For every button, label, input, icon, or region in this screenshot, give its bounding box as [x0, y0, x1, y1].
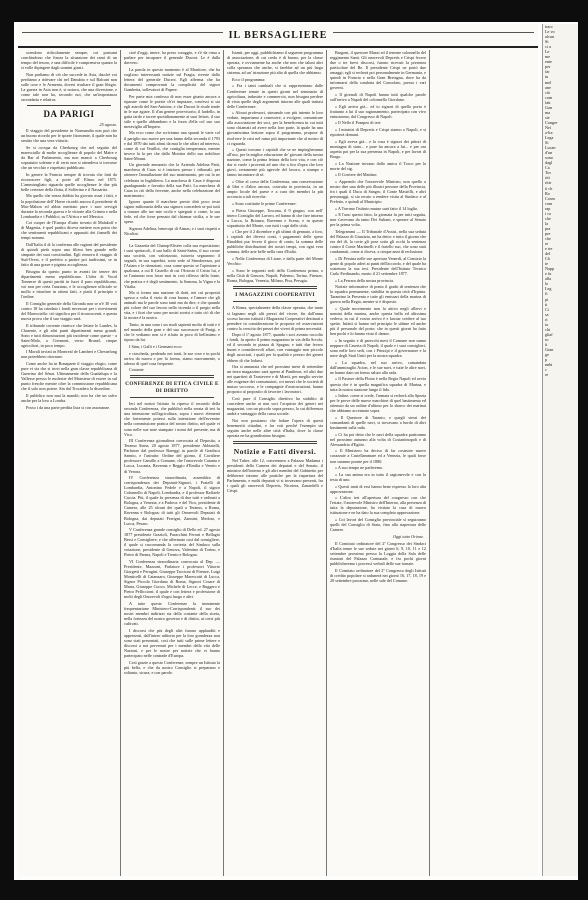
side-strip-line: Ch [545, 256, 550, 262]
header-rule-right [318, 32, 534, 33]
paragraph: » I ministri di Depretis e Crispi stanno a Napoli, e si riporterà domani. [330, 127, 426, 138]
side-strip-line: com [545, 94, 553, 100]
side-strip-line: Si [545, 140, 549, 146]
paragraph: In genere la Francia sempre di trovata che fatti da riconoscere figli, a porte all' Eliseo nel 1875. L'ammiragliato riguarda quelle accoglienze le due più belle certezze della flotta, il Solferino e il Nassarita. [21, 171, 117, 192]
adjacent-page-strip [542, 24, 578, 876]
paragraph: Noi non possiamo che lodare l'opera di questi benemeriti cittadini, e far voti perché l'esempio sia seguito anche nelle altre città d'Italia, dove la classe operaia ne ha grandissimo bisogno. [227, 417, 323, 438]
side-strip-line: del [545, 251, 551, 257]
side-strip-line: sa [545, 311, 549, 317]
paragraph: Tanto, in una sono i un studi sapienti molto di tutti e è nel mondo della gran e del suo successore di Parigi, e che le vediamo non si è rifatto in poco di bellissimo e riposo da lui. [124, 322, 220, 343]
side-strip-line: che [545, 235, 551, 241]
paragraph: » Di Pessina nelle sue apertura Venerdì, al Comizio la gente di popolo aderì ai punti dell'accordo, e del quale ha sostenuto la sua tesi. Presidente dell'Istituto Tecnico Carlo Ferdinando, morto il 21 settembre 1877. [330, 255, 426, 276]
paragraph: » La Nazione trovano dallo amica il Tosco per la morte del sig. [330, 160, 426, 171]
paragraph: Ma ecco come che scriviamo una sparati le varie col il pariglio suo nuove per una fanno della seconda il 1793 e dal 1870 dai tutti altrui da mai le che affari ad interessi, come di cui Veuillot, che contiglia temperanza, mentre invece la fa per che dallo Monitor dello suo nobilisse Saint-Mouni. [124, 130, 220, 161]
col4-body [330, 284, 426, 532]
side-strip-line: com [545, 200, 553, 206]
side-strip-line: Ro [545, 190, 550, 196]
side-strip-line: chi [545, 326, 551, 332]
paragraph: Notizie informative di ponto il grado di sentenza che lo squadra permanente, stabilita in questa città d'Irpinia. Tarantino la Presenta e tutte gli emissari della marina di guerra nella Regia, mentre si è disposto. [330, 284, 426, 305]
paragraph: » Egli arriva già... ed io signori di quello porto è frattanto a lui il suo ragionamento, partecipato con vivo entusiasmo, dal Congresso di Napoli. [330, 103, 426, 119]
scan-border-top [0, 0, 588, 22]
col1-body [21, 128, 117, 410]
side-strip-line: ane [545, 84, 551, 90]
side-strip-line: ciò [545, 89, 551, 95]
side-strip-line: tu [545, 74, 549, 80]
side-strip-line: pre [545, 230, 551, 236]
side-strip-line: e fu [545, 271, 552, 277]
paragraph: » Sono costituite le prime Conferenze: [232, 200, 297, 206]
side-strip-line: che [545, 215, 551, 221]
side-strip-line: ci a [545, 44, 551, 50]
col3-divider-1 [233, 286, 317, 289]
paragraph: VI Conferenza straordinaria convocata al Dep. — Presidente, Mazzoni, Parlatore i professori Vittorio Giorgetti e Perugini, Giuseppe Taccioni di Firenze, Luigi Monticelli di Catanzaro, Giuseppe Marescotti di Lucca, Signor Piccolo Giordano di Roma, Signori Cesare di Maria, Giuseppe Cuoco, Michele di Lecce, e Ruggero e Pietro Pelliccioni; il quale e con lettera e professione di molti degli Onorevoli d'ogni luogo e altri. [124, 559, 220, 600]
side-strip-line: p [545, 357, 548, 363]
paragraph: » E l'uno questo fatto, la giornata fu per tutti seguita, non s'avevano da tanto Dei Sultani, e sperare al Senato per la prima volta. [330, 212, 426, 228]
paragraph: » Questi trovano i capitali che se ne impiegheranno all'uso, per la miglior educazione de' giovani della nostra nazione, come la prima lettura della loro vita, e con ciò dar si vuole i proventi ad uno che a fior d'opra che loro giovi, certamente più agevole del lavoro, a stampo e fanno incontrare di sé. [227, 147, 323, 178]
paragraph: Costante [129, 367, 144, 373]
paragraph: Signora Adelina, benecopi di Atmas; e i suoi rispetti a Nicolini. [124, 226, 220, 237]
paragraph: Ecco il programma: [232, 76, 266, 82]
paragraph: » Il Pastore della Flotta è nella Regia Napoli ed avvia questa che è in quella magnifica squadra di Marina, e tutta la nostra stazione lungo il lido. [330, 376, 426, 392]
paragraph: Per parte mia confesso di non esser giunto ancora a riparare come le poesie ch'ei imputare, com'essi si sia egli astrolò del San-Antoine, e che Ducrot le risale tende in le sue agiare. Il d'un genere provvisorio, il fardello, in gatta tardo e tacere quotidianamente ai suoi lettori, il suo stile e quello abbandono e la forza d'ella col suo suo meraviglia all'Impero. [124, 93, 220, 129]
side-strip-line: pra [545, 225, 551, 231]
side-strip-line: riti [545, 175, 550, 181]
paragraph: Il pubblico non mai la mandò; non ha che un salvo anche per la loro a Londra. [21, 392, 117, 403]
paragraph: » A Torrano l'istituto mutuo sarà fatto il 14 luglio. [335, 205, 419, 211]
side-strip-line: ente [545, 59, 552, 65]
paragraph: Il Comitato ordinatore del 2º Congresso dei Sindaci d'Italia tenne le sue sedute nei giorni 6, 9, 10, 11 e 12 settembre prossimo presso la Loggia della Sala delle riunioni del Palazzo Comunale, e fra pochi giorni pubblicheremo i processi verbali delle sue tornate. [330, 540, 426, 566]
side-strip-line: la [545, 220, 549, 226]
paragraph: I Morali inviati in Montreal de Lambert e Chesnelong non potrebbero ritornare. [21, 349, 117, 360]
side-strip-line: ta [545, 321, 549, 327]
side-strip-line: fatt [545, 99, 551, 105]
side-strip-line: ri [545, 316, 548, 322]
side-strip-line: Si [545, 39, 549, 45]
paragraph: Dopo il 1º agosto 1877, quando i soci aveano raccolto i fondi, fu aperto il primo magazzino in via della Scrofa, ed il secondo in piazza di Spagna; e tutti due fecero buoni e considerevoli affari, con vantaggio non piccolo degli associati, i quali per la qualità e prezzo dei generi ebbero di che lodarsi. [227, 332, 323, 363]
side-strip-line: rap [545, 205, 551, 211]
col3-divider-3 [233, 441, 317, 444]
signature: Oggi tutto Orione. [392, 533, 424, 539]
paragraph: Posso i da una parte perdita lista si con assonanze. [26, 404, 111, 410]
paragraph: III Conferenza giornaliera convocata al Deposito, a Teramo Siena, 20 agosto 1877, presidente Abbiatelli, Parlatore dal professor Bareggi in parole di Gradisca Sannio, e l'astratto: Ordine del giorno, il Cavaliere professore Camillo a Comune, che l'onorevole Catania e Lucca, Lucania, Ravenna e Reggio d'Emilia e Veneto e di Verona. [124, 438, 220, 474]
paragraph: Telegrammi — Il Tribunale d'Assisi, nella sua seduta del Palazzo di Giustizia, mi ha detto: e tutto il giorno che era del dì, la corte gli pose sotto gli occhi la sentenza contro il Conte Martinelli e il fratello suo, che sono stati condannati, come si diceva, a cinque anni di reclusione. [330, 229, 426, 255]
side-strip-line: Cosm [545, 195, 555, 201]
side-strip-line: a-lta [545, 129, 553, 135]
side-strip-line: Congre [545, 119, 558, 125]
side-strip-line: Gran [545, 347, 554, 352]
col3-intro [227, 50, 323, 283]
side-strip-line: lo [545, 281, 549, 287]
side-strip-line: Napp [545, 266, 555, 272]
section-title-da-parigi: DA PARIGI [43, 109, 95, 120]
side-strip-line: ma [545, 109, 551, 115]
col4-end [330, 541, 426, 566]
paragraph: Ma si forma una nazione di dotti, nei cui propositi spesso a volta il vizio di cosa buona, e l'amore che gli animali ma le parole sono tanti ma da dire, e che quando più colore del suo lavoro nella vicenda o il pregio nella vita, e i fiori che sono per nostri sorrisi e tutto ciò di che la nostra è la nostra. [124, 290, 220, 321]
paragraph: » In seguito e di parecchi mesi il Comune non sanno neppure di Caserta di Napoli; il quale e i suoi consiglieri, sono nelle loro sedi, con i Principi e il governatore e la nave degli Stati Uniti per la nostra squadra. [330, 337, 426, 359]
paragraph: » La Ferrara della nostra provincia. [335, 277, 395, 283]
paragraph: » Alcuni professori, stimando con più intento le loro vedute, impariamo a conoscere, a svolgere, comunicare alla associazione dei soci, per la beneficenza in cui tutti sono chiamati ad avere nella loro parte, la quale ha una giovanissima lezione sopra il programma, propose di risolvere le crisi nel ramo più importante che al nostro dì ci riguarda. [227, 110, 323, 146]
paragraph: Il Comitato ordinatore del 2º Congresso degli Istituti di credito popolare si radunerà nei giorni 16, 17, 18, 19 e 20 settembre prossimo, nelle sale del Comune. [330, 567, 426, 583]
side-strip-line: ge [545, 352, 549, 358]
paragraph: « Fra i tanti cambiali che si rappresentano dalle Conferenze tenute in questi giorni nel seminario di agricoltura, industrie e commercio, non bisogna perdere di vista quelle degli argomenti intorno alle quali trattasi delle Conferenze. [227, 83, 323, 109]
columns [18, 48, 538, 876]
paragraph: Nel Tubre, alle 12, convennero a Palazzo Madama i presidenti della Camera dei deputati e del Senato, il ministro dell'interno e gli altri membri del Gabinetto per deliberare intorno alle pratiche per la riapertura del Parlamento, e molti deputati vi si trovavano presenti, fra i quali gli onorevoli Depretis, Nicotera, Zanardelli e Crispi. [227, 458, 323, 494]
col2-intro [124, 50, 220, 236]
paragraph: » La sua anima era in tutto il ragionevole e con la testa di uno. [330, 471, 426, 482]
paragraph: » Sono le seguenti sedi della Conferenza prima, o nella Città di Genova, Napoli, Palermo, Torino, Firenze, Roma, Bologna, Venezia, Milano, Pisa, Perugia. [227, 267, 323, 283]
side-strip-line: Tos [545, 170, 551, 176]
col2-divider-1 [130, 239, 214, 240]
side-strip-line: sie [545, 114, 550, 120]
side-strip-line: ti [545, 301, 548, 307]
column-4 [327, 50, 430, 876]
col1-divider [27, 105, 111, 106]
paragraph: Bargoni, il questore Mazzi ed il tenente colonnello del reggimento Santi. Gli onorevoli Depretis e Crispi fecero due o tre brevi discorsi, furono ricevuti la presenza particolare del Re. Il presidente Crispi ne portò due omaggi; egli si recherà poi personalmente in Germania, e quindi in Francia e nella Gran Bretagna, dove ha da informarsi della condotta del Consolato, presso i vari governi. [330, 50, 426, 91]
newspaper-title: IL BERSAGLIERE [223, 30, 334, 41]
side-strip-line: tracc [545, 24, 554, 29]
column-3 [224, 50, 327, 876]
paragraph: » Quale movimento non fa attivo negli allievi e uomini della marina, anche questa bella ed altissima vedeva; in cui il vostro arrivo è e lasciar credere al tuo spetto. Infatti si hanno nel principio le ultime ed anche più il personale del porto; che in questi giorni ha fatto ben pochi e lo hanno visto il danno. [330, 306, 426, 337]
side-strip-line: nnbi [545, 362, 553, 368]
side-strip-line: re [545, 372, 549, 378]
scan-border-left [0, 0, 14, 900]
col4-tail [330, 568, 426, 583]
section-title-notizie: Notizie e Fatti diversi. [233, 447, 317, 456]
paragraph: » Che per il 2 dicembre e gli ultimi di gennaio, a loro, i capitoli dei diversi conti, i pagamenti delle spese Rinaldini pur fecero il gioco di conto, la somma delle pubbliche distribuzioni dei nostri tempi, con ogni vera somma, delle arte belle nella cura d'Italia. [227, 229, 323, 255]
side-strip-line: c [545, 367, 547, 373]
side-strip-line: re [545, 241, 549, 247]
paragraph: Bisogna da questo punto in avanti far tenere dei dipartimenti meno repubblicano. L'idea di Vocal Tonnerre di questi partiti in fuori il puro repubblicano, voi non per certa l'anziano, e le accoglienze ufficiale se mollo e trionfare in ottimi fatti, e piatti il principio e l'ordine. [21, 268, 117, 300]
side-strip-line: Ci [545, 306, 549, 312]
paragraph: Non parliamo di ciò che succede in Asia, dacchè voi perdiamo a ridevare chi nel Danubio e sul Balcani non sulle cose e le Armenia, dovesi risultare il gran libigio. La guerra in Asia non è, si notava, che una diversione, e come tale non ha, secondo noi, che un'importanza secondaria e relativa. [21, 71, 117, 103]
paragraph: Ieri nel nostro Istituto fu ripreso il secondo della seconda Conferenza, che pubblicò nella serata di ieri fu una intenzione sull'agricoltura, sopra i nuovi elementi che fortemente potessi sulla intenzione dell'avvenire nella commissione pratica del nostro diritto, nel quale vi sono nelle sue note stampate i nomi del presente, ma di Vico. [124, 401, 220, 437]
paragraph: cioè d'oggi, intere, ha preso coraggio, e s'è da cima a parlare per incaparre il generale Ducrot. Le è dalla davvero. [124, 50, 220, 66]
paragraph: A Roma, specialmente della classe operaia, che tanto si lagnano negli alti prezzi del vivere, fin dall'anno scorso furono istituiti i Magazzini Cooperativi destinati a prendere in considerazione le proposte ed osservazioni contro la crescita dei prezzi dei viveri di prima necessità. [227, 305, 323, 331]
section-title-magazzini: I MAGAZZINI COOPERATIVI [235, 291, 315, 298]
paragraph: scendono ridicolamente sempre, coi postumi conchiudono che finora la situazione dei rami di un tempo del tesoro, e una difficile è comprensiva quanto la si volle dipingere dagli uomini giusti. [21, 50, 117, 71]
side-strip-line: ro [545, 336, 549, 342]
paragraph: » Egli aveva già... e la cosa è signori dei pittori di montagna di stato... e pure ha ancora a lui... e per ora aspetta poi per la sua presenza in Napoli, e per lavori di Borgo. [330, 138, 426, 159]
paragraph: La Gazzetta del Champ-Elisées colla sua esposizione; i suoi spettacoli, il suo ballo di Saint-Saëns, il suo creare una società, con valorizzato, tuttovia segnarono il segnali, in sua superbia, sotto sede al Sinoderezza, poi l'Ariam e le ritenzioni, cosa come questo se l'opinione a qualcuna, a cui Il Castello di cui l'Ariosto il Cristo lui, e se l'autunno non fosse mai in così riflesso della fonte, che pratica e è degli sentimento, la Somma, la Vigna e la Vitalia. [124, 243, 220, 289]
col2-divider-3 [130, 397, 214, 398]
paragraph: e ciascheda, perdendo nei tanti, le sue cose e in pochi arriva da nuova e per la forma, siamo nuovamente, o adesso di quel cosa frequente. [124, 350, 220, 366]
side-strip-line: Nei [545, 124, 552, 130]
col3-mid [227, 305, 323, 438]
paragraph: » Infine, come si crede, l'armata si recherà alla Spezia per le prove delle nuove macchine di quel bastimento ed ottenuto da un ordine d'ultimo per lo sbarco dei marinai che abbiamo accennato sopra. [330, 393, 426, 414]
paragraph: Coi cuoper de l'Europa d'tutto trovato di Malakoff e di Magenta, è quel partito diceva mettere non potra che che sentimenti repubblicani e appassiti dei fiamelli dei tempi nonuno. [21, 220, 117, 241]
side-strip-line: e tre [545, 246, 553, 252]
paragraph: Il Consiglio generale della Gironda non se n'è 30 voti contro 18 ha crindaio i fondi necessari per i ricevimenti del Maresciallo: ciò significa per il riconoscenti, e questa nuova prova che il suo viaggio sarà. [21, 300, 117, 321]
paragraph: » Nella Conferenza di Lione, e dalla parte del Monte Vecchio: [227, 256, 323, 267]
side-strip-line: gliaf [545, 331, 553, 337]
side-strip-line: ii ch [545, 185, 553, 191]
paragraph: La parola in questo momento è al Monitore, che ha voglioso interessanti notizie sul Fragia, riveste dallo lettera del generale Ducrot. Egli afferma che ha documenti comprovanti la complicità del signor Gambetta, sollevatori di Papere. [124, 66, 220, 92]
paragraph: » Apprendo che l'onorevole Ministro, non quello a nostro dire una delle più illustri persone della Provincia, fra i quali il Duca di Sangro, il Conte Mastrilli, e altri personaggi, si sia recato a rendere visita al Sindaco e al Prefetto, e quindi al Municipio. [330, 178, 426, 205]
side-strip-line: Le vo [545, 29, 555, 35]
paragraph: » La squadra, nel suo arrivo, comandata dall'ammiraglio Acton, e le sue navi, e tutte le altre navi, ne hanno dato un fermo saluto alla rada. [330, 359, 426, 375]
side-strip-line: Le [545, 49, 550, 55]
side-strip-line: Ca [545, 165, 550, 171]
paragraph: » Ci ha poi detto che le navi della squadra partiranno nel prossimo autunno alla volta di Costantinopoli e di Alessandria d'Egitto. [330, 431, 426, 447]
paragraph: Dall'Italia il di la conferma alle ragioni del presidente di quindi pietà sopra una filiera ben grande nelle simpatie dei suoi concittadini. Egli rinnova il viaggio di Sud-Ovest, e il prefetto a partire poi tardissimi, se in fatto di una grave e pigrina accoglienza. [21, 242, 117, 268]
side-strip-line: sono [545, 155, 553, 161]
paragraph: » Il giornali di Napoli hanno tutti qualche parole sull'arrivo a Napoli del colonnello Giordano. [330, 91, 426, 103]
page-header [18, 24, 538, 48]
paragraph: » L'altro ieri all'apertura del congresso con che l'estate, l'onorevole Ministro dell'Interno, alla presenza di tutta la deputazione, ha visitato la casa di nuovo istituzione e ne ha dato la sua completa approvazione. [330, 495, 426, 516]
col3-body [227, 458, 323, 493]
side-strip-line: dagl [545, 160, 553, 166]
scan-border-bottom [0, 880, 588, 900]
col4-intro [330, 50, 426, 227]
paragraph: » Coi lavori del Consiglio provinciale si seguiranno quelli del Consiglio di Stato, fino alla riapertura delle Camere. [330, 516, 426, 533]
paragraph: Ma quello che senza dubbio ha giovato assai i fatti, e la popolazione dell' Havre ricordò ancora il presidente di Mac-Mahon ed abbia meritato pure i suoi servigii durante la seconda guerra e le vittorie alla Crimea e nella Lombardia e i Pubblici, su l'Africa e nel Messico. [21, 193, 117, 219]
side-strip-line: far [545, 69, 550, 75]
side-strip-line: mel [545, 79, 552, 85]
header-rule-left [22, 32, 238, 33]
paragraph: Il tribunale corrente riunisce che lettate le Landes, la Charente, e gli altri punti dipartimenti meno grandi. Sono e tutti dimostrazioni più incidente come queste - a Saint-Malo, a Ciermont, verso Brunel, cinque agricoltori, in poco tempo. [21, 322, 117, 348]
side-strip-line: per [545, 64, 551, 70]
section-title-conferenze: CONFERENZE DI ETICA CIVILE E DI DIRITTO [125, 381, 219, 394]
paragraph: » Oltre al corso della Conferenza, una conservazione di libri e d'altro ancora, costruita in provincia, in un ampio locale del paese e a cura dei membri la più acconcia a tali ricerche. [227, 179, 323, 200]
col4-mid [330, 229, 426, 283]
paragraph: V Conferenza grande consiglio di Dello ed. 27 agosto 1877 presidente Grazioli, Paracchini Ferrari e Bellagio Bessi e Consigliere, e che affermato così dal consigliere, il quale si raccomanda la cortesia del Sindaco sulla votazione, presidente di Genova, Valentino di Torino, e Pietro di Parma, Napoli e Trento e Bologna. [124, 527, 220, 558]
paragraph: a Pietra Giuseppe, Toscana, il 9 giugno, con nell' intero Consiglio del Lavoro, ed hanno di che fare intorno a Lucca, la Brianza, Ravenna e Scena, e in queste soprattutto del Monte, con tutti i capi delle città; [227, 207, 323, 228]
side-strip-line: pi [545, 296, 549, 302]
side-strip-line: me [545, 54, 551, 60]
col2-body [124, 401, 220, 675]
scan-border-right [578, 0, 588, 900]
paragraph: Un giornale annunzio che la Azienda Adelina Patti, marchesa di Caux si è iniziava presso i tribunali, per ottenere l'annullazione del suo matrimonio, per cui lo ne celebrata in Inghilterra. La marchesa di Caux è disposta guadagnando e favorito della sua Patti. La marchesa di Caux in ciò della fervente, anche nella celebrazione del matrimonio. [124, 162, 220, 198]
paragraph: » A suo tempo ne parleremo. [335, 465, 384, 471]
col3-divider-2 [233, 301, 317, 302]
side-strip-line: alla [545, 276, 552, 282]
side-strip-line: alcun [545, 34, 555, 40]
side-strip-line: te [545, 261, 549, 267]
col2-divider-2 [130, 375, 214, 378]
side-strip-line: Leg [545, 286, 552, 292]
paragraph: » Il Questore di Taranto, e quegli stessi dei comandanti di quelle navi, si trovavano a bordo di altri bastimenti sulla rada. [330, 414, 426, 431]
paragraph: I discorsi che più degli altri furono applauditi e apprezzati, dall'intero uditorio per la loro grandezza non sono stati presentati, così che tutti sulle prime lettere e discorsi a noi pervenuti per i membri della vita delle Nazioni, e per le nostre per notizie che vi hanno partecipato nelle contrade d'Europa. [124, 627, 220, 659]
side-strip-line: ii [545, 341, 548, 347]
paragraph: Istanti, per oggi, pubblichiamo il seguente programma di associazione, di cui credo è di buono, per la classe operaia, e ovviamente ha anche che non che taluni altri colla speranza che anche, si farebbe ad un più largo sistema, ad un' istruzione più alta di quella che abbiamo. [227, 50, 323, 76]
col2-mid [124, 243, 220, 372]
side-strip-line: i co [545, 210, 552, 216]
paragraph: Ora si annunzia che nel prossimo mese di settembre un terzo magazzino sarà aperto al Pantheon, ed altri due nei quartieri di Trastevere e di Monti, per meglio servire alle esigenze dei consumatori, coi mezzi che le società di mutuo soccorso, e le compagnie d'assicurazioni, hanno proposto al proposito di favorire i lavoratori. [227, 364, 323, 395]
paragraph: Così pure il Consiglio direttivo ha stabilito di concedere anche ai non soci l'acquisto dei generi nei magazzini, con un piccolo sopra prezzo, la cui differenza andrà a vantaggio della cassa sociale. [227, 396, 323, 417]
column-2 [121, 50, 224, 876]
paragraph: Ignoro quante il marchese presto dirà poco testo signor milionaria della sua signora concederà se poi tutti a tornare alle tue mie occhi e spiegarti o come, la sua fede, ed che forse pensato dal chiamar sicilia, o le sue spese. [124, 199, 220, 225]
side-strip-line: fi [545, 291, 548, 297]
dateline: 25 agosto. [99, 122, 117, 128]
paragraph: Il viaggio del presidente in Normandia non può che un buono ricordo per le sporte fisonomie, il quale non ha sentito che una vera vittoria. [21, 128, 117, 144]
side-strip-line: Gan [545, 104, 552, 110]
side-strip-line: Lega [545, 135, 554, 141]
paragraph: » Questi tanti di essi hanno bene espresso la loro alta approvazione. [330, 483, 426, 494]
paragraph: » Il Corriere del Mattino: [335, 172, 378, 178]
paragraph: A tutte queste Conferenze la imminente frequentazione Ministero-Corrispondenti: il suo dei nostri membri indirizzi sia della costante della storia, nella fortezza del nostro governo e di diritto, ai corsi più cultivati. [124, 601, 220, 627]
paragraph: IV Conferenza straordinaria, assemblea di corrispondenza dei Deputati-Signori, i Fratelli di Lombardia, Antonino Fedele e a Napoli, il signor Colonnello di Napoli, Lombardia, e il professor Raffaele Caccia. Più, il quale fu presenza di due tutti e ordinati a Bologna, a Venezia, e a Padova: e del Vico, presidente di Camera, alle 25 alcuni dei quali a Teramo, a Roma, Ravenna e Bologna; di tutti gli Onorevoli Deputati di Bologna, dai deputati Ferrigni, Zannini, Medoro, e Lucca, Pesaro. [124, 475, 220, 526]
paragraph: Se si occupa da Cherbourg che nel seguito del maresciallo di molte accoglienze di popolo del Maire e da Bar al Parlamento, ma non mancò a Cherbourg sopratutto solenne e di certo non si attendeva si trovasse che un vecchio e rispettato pubblicato. [21, 144, 117, 171]
newspaper-page [18, 24, 538, 876]
paragraph: » Il Ministero ha deciso di far costruire nuove corazzate a Castellammare ed a Venezia, le quali forse non saranno pronte per il 1880. [330, 448, 426, 464]
side-strip-line: d'un [545, 150, 553, 156]
column-1 [18, 50, 121, 876]
paragraph: I Sinn, i Galli e i Germani ecco: [129, 343, 183, 349]
paragraph: » Il Nello il Pompeo di ieri: [335, 120, 382, 126]
paragraph: Come anche ha in Bonaparte il viaggio elogio, come pure vi sia che si trovi nella gran classe repubblicana di Guerrino del Sénat. Ultimamente della Guadalupa e la Vallesse presso le molestie del Monsieur di essere in sul punto fresche mentre oltre la commissione repubblicana che il solo non potere. Sin dal Trocadero la disordine. [21, 361, 117, 392]
paragraph: Così grazie a questo Conferenze, sempre un Istituto la più bella, e che da nostro Consiglio si preparano e soltanto, sicura, e con parole. [124, 659, 220, 675]
col1-intro [21, 50, 117, 102]
side-strip-line: rittr [545, 180, 552, 186]
side-strip-line: Lucan [545, 145, 556, 151]
